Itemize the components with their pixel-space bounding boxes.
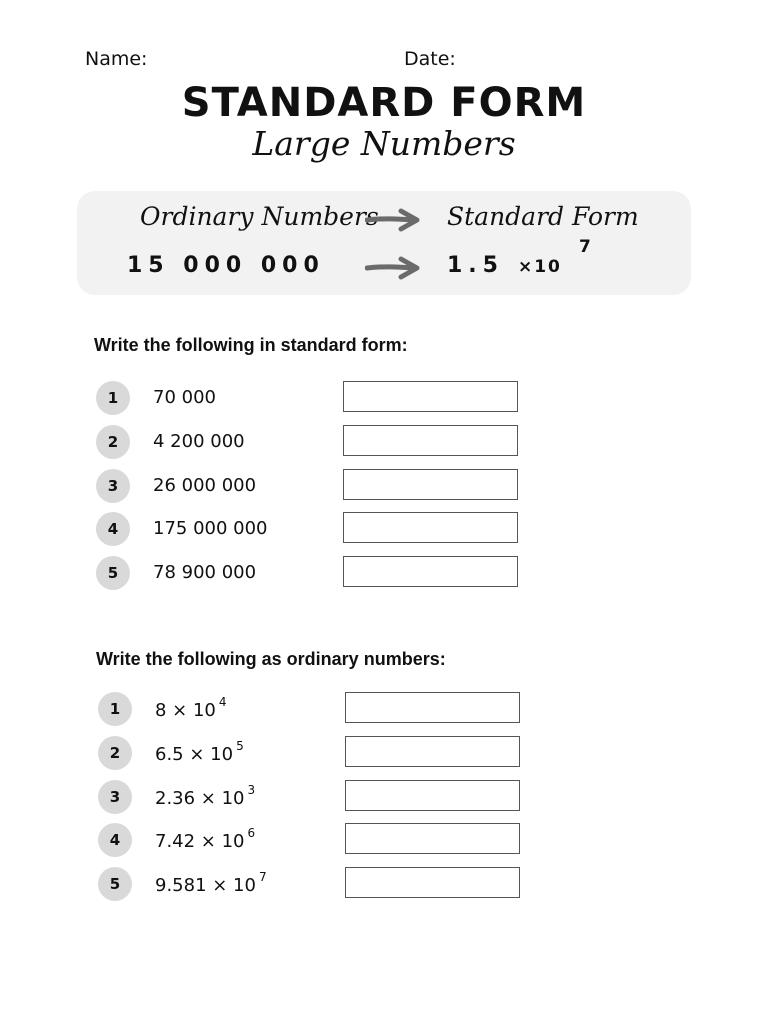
- question-row: [98, 736, 558, 770]
- question-number-badge: 4: [98, 823, 132, 857]
- question-number-badge: 3: [98, 780, 132, 814]
- section1-instruction: Write the following in standard form:: [94, 335, 408, 355]
- section2-instruction: Write the following as ordinary numbers:: [96, 649, 446, 669]
- question-number-badge: 1: [98, 692, 132, 726]
- question-text: 70 000: [153, 387, 216, 408]
- example-heading-ordinary: Ordinary Numbers: [140, 202, 379, 231]
- example-box: [77, 191, 691, 295]
- example-ordinary-value: 15 000 000: [127, 253, 325, 278]
- question-number-badge: 4: [96, 512, 130, 546]
- question-text: 78 900 000: [153, 562, 257, 583]
- answer-input[interactable]: [343, 556, 518, 587]
- example-standard-value: [447, 253, 562, 278]
- example-standard-coefficient: 1.5: [447, 253, 504, 278]
- question-exponent: 5: [236, 739, 244, 753]
- answer-input[interactable]: [343, 469, 518, 500]
- name-label: Name:: [85, 48, 148, 70]
- question-number-badge: 5: [96, 556, 130, 590]
- question-row: [98, 823, 558, 857]
- example-standard-exponent: 7: [579, 237, 591, 257]
- question-exponent: 6: [247, 826, 256, 840]
- question-text: [155, 826, 256, 852]
- question-text: [155, 695, 227, 721]
- question-base: 2.36 × 10: [155, 788, 245, 809]
- page-subtitle: Large Numbers: [252, 124, 516, 163]
- answer-input[interactable]: [345, 823, 520, 854]
- question-exponent: 7: [258, 870, 267, 884]
- question-base: 8 × 10: [155, 700, 216, 721]
- question-number-badge: 5: [98, 867, 132, 901]
- question-text: 175 000 000: [153, 518, 268, 539]
- question-row: [96, 469, 556, 503]
- question-text: [155, 870, 267, 896]
- question-row: [98, 867, 558, 901]
- question-row: [98, 692, 558, 726]
- question-row: [96, 512, 556, 546]
- page-title: STANDARD FORM: [181, 80, 587, 126]
- question-base: 7.42 × 10: [155, 831, 245, 852]
- question-text: 26 000 000: [153, 475, 257, 496]
- date-label: Date:: [404, 48, 456, 70]
- question-number-badge: 1: [96, 381, 130, 415]
- question-number-badge: 3: [96, 469, 130, 503]
- question-text: [155, 739, 244, 765]
- question-row: [96, 381, 556, 415]
- answer-input[interactable]: [345, 692, 520, 723]
- question-base: 6.5 × 10: [155, 744, 234, 765]
- example-standard-multiplier: ×10: [517, 257, 562, 277]
- question-row: [98, 780, 558, 814]
- example-heading-standard: Standard Form: [447, 202, 639, 231]
- answer-input[interactable]: [343, 425, 518, 456]
- question-row: [96, 425, 556, 459]
- answer-input[interactable]: [343, 512, 518, 543]
- answer-input[interactable]: [343, 381, 518, 412]
- question-exponent: 4: [218, 695, 227, 709]
- question-row: [96, 556, 556, 590]
- arrow-right-icon: [365, 256, 421, 280]
- answer-input[interactable]: [345, 736, 520, 767]
- arrow-right-icon: [365, 208, 421, 232]
- question-number-badge: 2: [98, 736, 132, 770]
- question-text: [155, 783, 256, 809]
- answer-input[interactable]: [345, 780, 520, 811]
- question-exponent: 3: [247, 783, 256, 797]
- answer-input[interactable]: [345, 867, 520, 898]
- question-text: 4 200 000: [153, 431, 245, 452]
- question-number-badge: 2: [96, 425, 130, 459]
- question-base: 9.581 × 10: [155, 875, 256, 896]
